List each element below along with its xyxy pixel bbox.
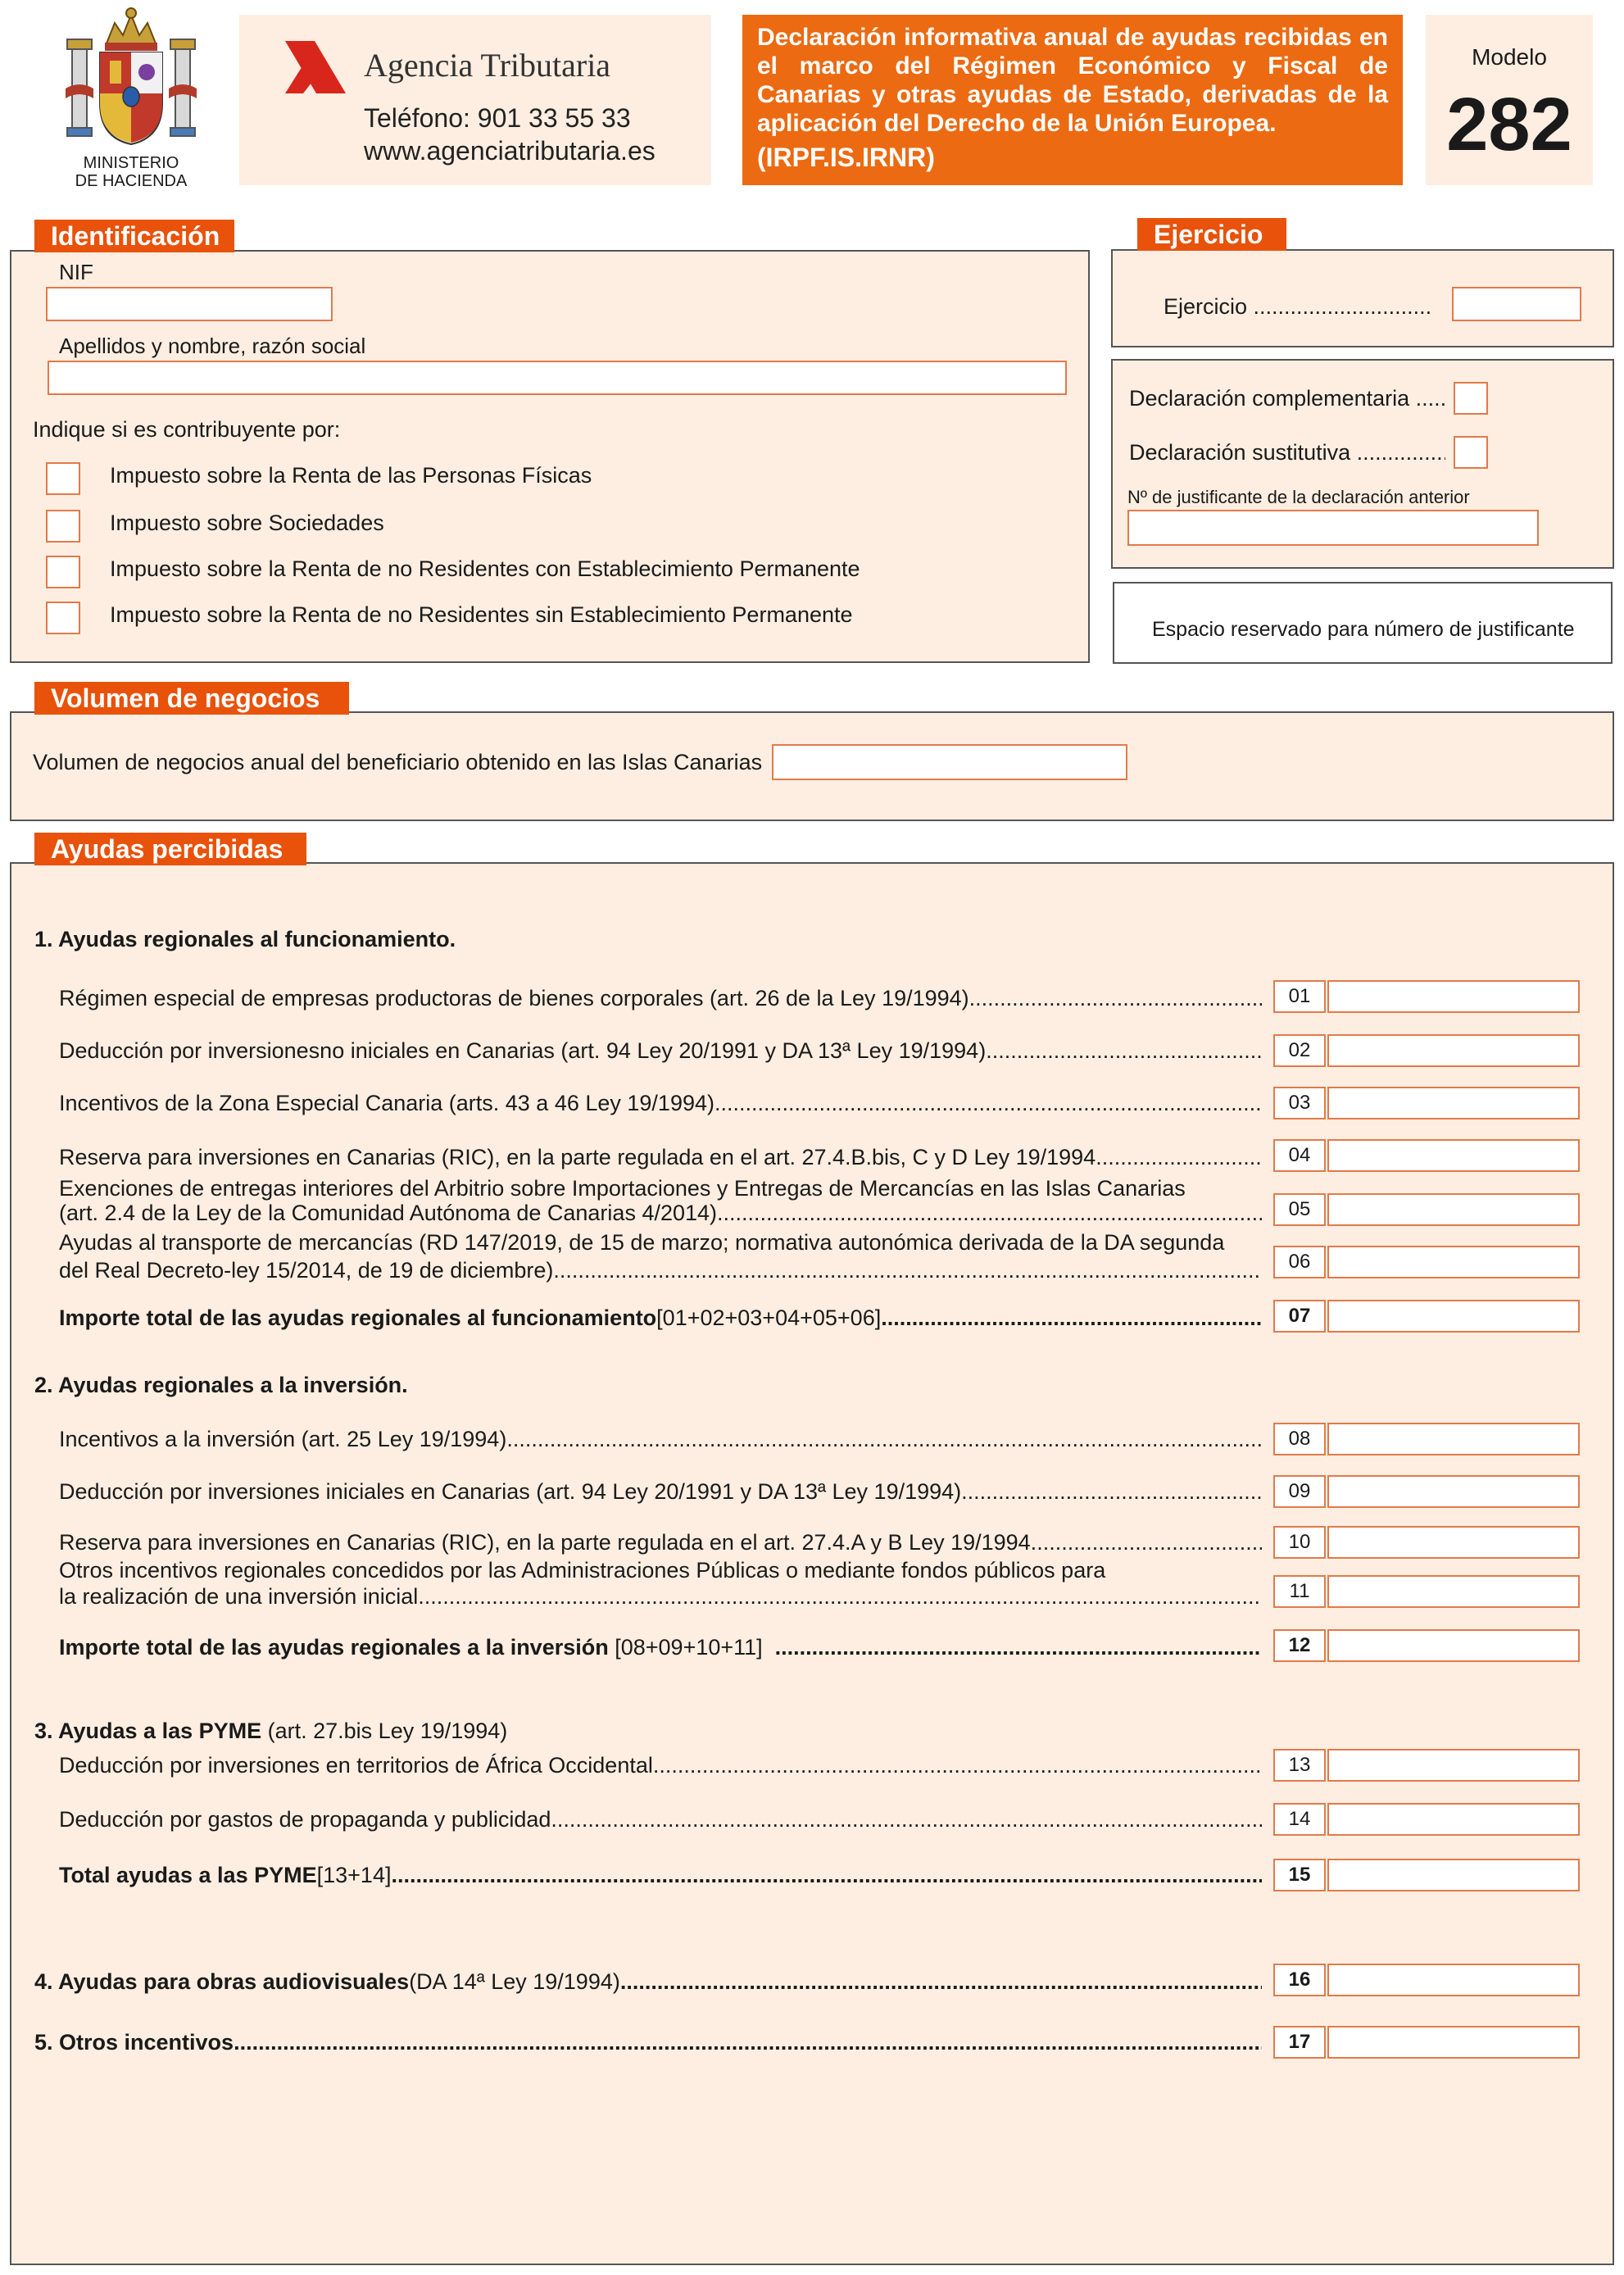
model-label: Modelo <box>1472 44 1547 70</box>
volumen-title: Volumen de negocios <box>34 682 349 715</box>
model-box <box>1426 15 1593 185</box>
agency-box <box>239 15 711 185</box>
amount-14-input[interactable] <box>1327 1803 1580 1836</box>
nif-label: NIF <box>59 260 93 284</box>
agency-phone: Teléfono: 901 33 55 33 <box>364 103 631 133</box>
s5-label: 5. Otros incentivos ..... <box>34 2029 1262 2055</box>
row-06-label-line1: Ayudas al transporte de mercancías (RD 147/2019, de 15 de marzo; normativa autonómica derivada de la DA segunda <box>59 1230 1225 1255</box>
form-title: Declaración informativa anual de ayudas recibidas en el marco del Régimen Económico y Fiscal de Canarias y otras ayudas de Estado, derivadas de la aplicación del Derecho de la Unión Europea. <box>757 24 1388 137</box>
row-11-label-line1: Otros incentivos regionales concedidos por las Administraciones Públicas o mediante fondos públicos para <box>59 1558 1106 1583</box>
amount-11-input[interactable] <box>1327 1575 1580 1608</box>
sustitutiva-label: Declaración sustitutiva ..... <box>1129 439 1445 465</box>
row-06-label-line2: del Real Decreto-ley 15/2014, de 19 de diciembre) ..... <box>59 1257 1262 1283</box>
row-04-label: Reserva para inversiones en Canarias (RIC), en la parte regulada en el art. 27.4.B.bis, C y D Ley 19/1994 ..... <box>59 1144 1262 1170</box>
justificante-anterior-label: Nº de justificante de la declaración anterior <box>1127 487 1470 507</box>
row-11-label-line2: la realización de una inversión inicial ..... <box>59 1583 1262 1610</box>
amount-13-input[interactable] <box>1327 1749 1580 1782</box>
code-12: 12 <box>1273 1629 1326 1662</box>
s3-heading: 3. Ayudas a las PYME (art. 27.bis Ley 19/1994) <box>34 1719 508 1743</box>
volumen-input[interactable] <box>772 744 1127 780</box>
ministry-logo <box>57 7 205 195</box>
ejercicio-label: Ejercicio ..... <box>1164 293 1431 320</box>
ayudas-title: Ayudas percibidas <box>34 833 306 865</box>
total-s2-label: Importe total de las ayudas regionales a la inversión [08+09+10+11] ..... <box>59 1634 1262 1660</box>
code-11: 11 <box>1273 1575 1326 1608</box>
name-label: Apellidos y nombre, razón social <box>59 334 366 358</box>
row-05-label-line2: (art. 2.4 de la Ley de la Comunidad Autónoma de Canarias 4/2014) ..... <box>59 1200 1262 1226</box>
complementaria-checkbox[interactable] <box>1454 382 1488 415</box>
s1-heading: 1. Ayudas regionales al funcionamiento. <box>34 927 456 951</box>
total-s3-label: Total ayudas a las PYME [13+14] ..... <box>59 1862 1262 1888</box>
code-13: 13 <box>1273 1749 1326 1782</box>
code-04: 04 <box>1273 1139 1326 1172</box>
nif-input[interactable] <box>46 287 333 321</box>
amount-09-input[interactable] <box>1327 1475 1580 1508</box>
row-01-label: Régimen especial de empresas productoras de bienes corporales (art. 26 de la Ley 19/1994) ..... <box>59 985 1262 1011</box>
ministry-name-line2: DE HACIENDA <box>75 172 188 190</box>
total-s1-label: Importe total de las ayudas regionales al funcionamiento [01+02+03+04+05+06] ..... <box>59 1305 1262 1331</box>
amount-16-input[interactable] <box>1327 1964 1580 1996</box>
amount-07-input[interactable] <box>1327 1300 1580 1333</box>
code-03: 03 <box>1273 1087 1326 1119</box>
taxpayer-prompt: Indique si es contribuyente por: <box>33 417 341 442</box>
irpf-checkbox[interactable] <box>46 462 80 495</box>
amount-12-input[interactable] <box>1327 1629 1580 1662</box>
row-09-label: Deducción por inversiones iniciales en Canarias (art. 94 Ley 20/1991 y DA 13ª Ley 19/1994) ..... <box>59 1478 1262 1505</box>
code-08: 08 <box>1273 1423 1326 1455</box>
row-08-label: Incentivos a la inversión (art. 25 Ley 19/1994) ..... <box>59 1426 1262 1452</box>
amount-02-input[interactable] <box>1327 1034 1580 1067</box>
is-checkbox[interactable] <box>46 510 80 543</box>
code-06: 06 <box>1273 1246 1326 1278</box>
irnr-sep-label: Impuesto sobre la Renta de no Residentes sin Establecimiento Permanente <box>110 602 853 627</box>
coat-of-arms-icon <box>57 7 205 150</box>
code-15: 15 <box>1273 1859 1326 1891</box>
amount-17-input[interactable] <box>1327 2026 1580 2059</box>
code-10: 10 <box>1273 1526 1326 1559</box>
row-10-label: Reserva para inversiones en Canarias (RIC), en la parte regulada en el art. 27.4.A y B Ley 19/1994. ..... <box>59 1529 1262 1555</box>
irnr-ep-label: Impuesto sobre la Renta de no Residentes con Establecimiento Permanente <box>110 556 860 581</box>
amount-10-input[interactable] <box>1327 1526 1580 1559</box>
is-label: Impuesto sobre Sociedades <box>110 511 384 535</box>
amount-15-input[interactable] <box>1327 1859 1580 1891</box>
complementaria-label: Declaración complementaria ..... <box>1129 385 1445 411</box>
code-17: 17 <box>1273 2026 1326 2059</box>
amount-06-input[interactable] <box>1327 1246 1580 1278</box>
amount-08-input[interactable] <box>1327 1423 1580 1455</box>
code-16: 16 <box>1273 1964 1326 1996</box>
irnr-sep-checkbox[interactable] <box>46 602 80 634</box>
code-05: 05 <box>1273 1193 1326 1226</box>
code-07: 07 <box>1273 1300 1326 1333</box>
agency-logo-icon <box>282 38 349 97</box>
row-03-label: Incentivos de la Zona Especial Canaria (arts. 43 a 46 Ley 19/1994) ..... <box>59 1090 1262 1116</box>
ministry-name-line1: MINISTERIO <box>83 154 179 172</box>
amount-04-input[interactable] <box>1327 1139 1580 1172</box>
amount-03-input[interactable] <box>1327 1087 1580 1119</box>
row-02-label: Deducción por inversionesno iniciales en Canarias (art. 94 Ley 20/1991 y DA 13ª Ley 19/1994) ..... <box>59 1038 1262 1064</box>
sustitutiva-checkbox[interactable] <box>1454 436 1488 469</box>
model-number: 282 <box>1446 83 1572 166</box>
amount-01-input[interactable] <box>1327 980 1580 1013</box>
row-13-label: Deducción por inversiones en territorios de África Occidental ..... <box>59 1752 1262 1778</box>
code-09: 09 <box>1273 1475 1326 1508</box>
row-05-label-line1: Exenciones de entregas interiores del Arbitrio sobre Importaciones y Entregas de Mercancías en las Islas Canarias <box>59 1176 1186 1201</box>
form-title-box <box>742 15 1403 185</box>
ejercicio-title: Ejercicio <box>1137 218 1286 251</box>
irpf-label: Impuesto sobre la Renta de las Personas Físicas <box>110 463 592 488</box>
code-02: 02 <box>1273 1034 1326 1067</box>
name-input[interactable] <box>48 361 1067 395</box>
form-subtitle: (IRPF.IS.IRNR) <box>757 143 935 172</box>
s2-heading: 2. Ayudas regionales a la inversión. <box>34 1373 408 1397</box>
irnr-ep-checkbox[interactable] <box>46 556 80 588</box>
justificante-anterior-input[interactable] <box>1127 510 1539 546</box>
agency-website[interactable]: www.agenciatributaria.es <box>364 136 655 166</box>
volumen-label: Volumen de negocios anual del beneficiario obtenido en las Islas Canarias <box>33 750 763 774</box>
code-14: 14 <box>1273 1803 1326 1836</box>
reserved-justificante-label: Espacio reservado para número de justificante <box>1152 618 1575 641</box>
row-14-label: Deducción por gastos de propaganda y publicidad ..... <box>59 1806 1262 1832</box>
identificacion-title: Identificación <box>34 220 234 252</box>
amount-05-input[interactable] <box>1327 1193 1580 1226</box>
s4-label: 4. Ayudas para obras audiovisuales (DA 14ª Ley 19/1994) ..... <box>34 1968 1262 1995</box>
ejercicio-input[interactable] <box>1452 287 1581 321</box>
code-01: 01 <box>1273 980 1326 1013</box>
agency-name: Agencia Tributaria <box>364 47 611 84</box>
